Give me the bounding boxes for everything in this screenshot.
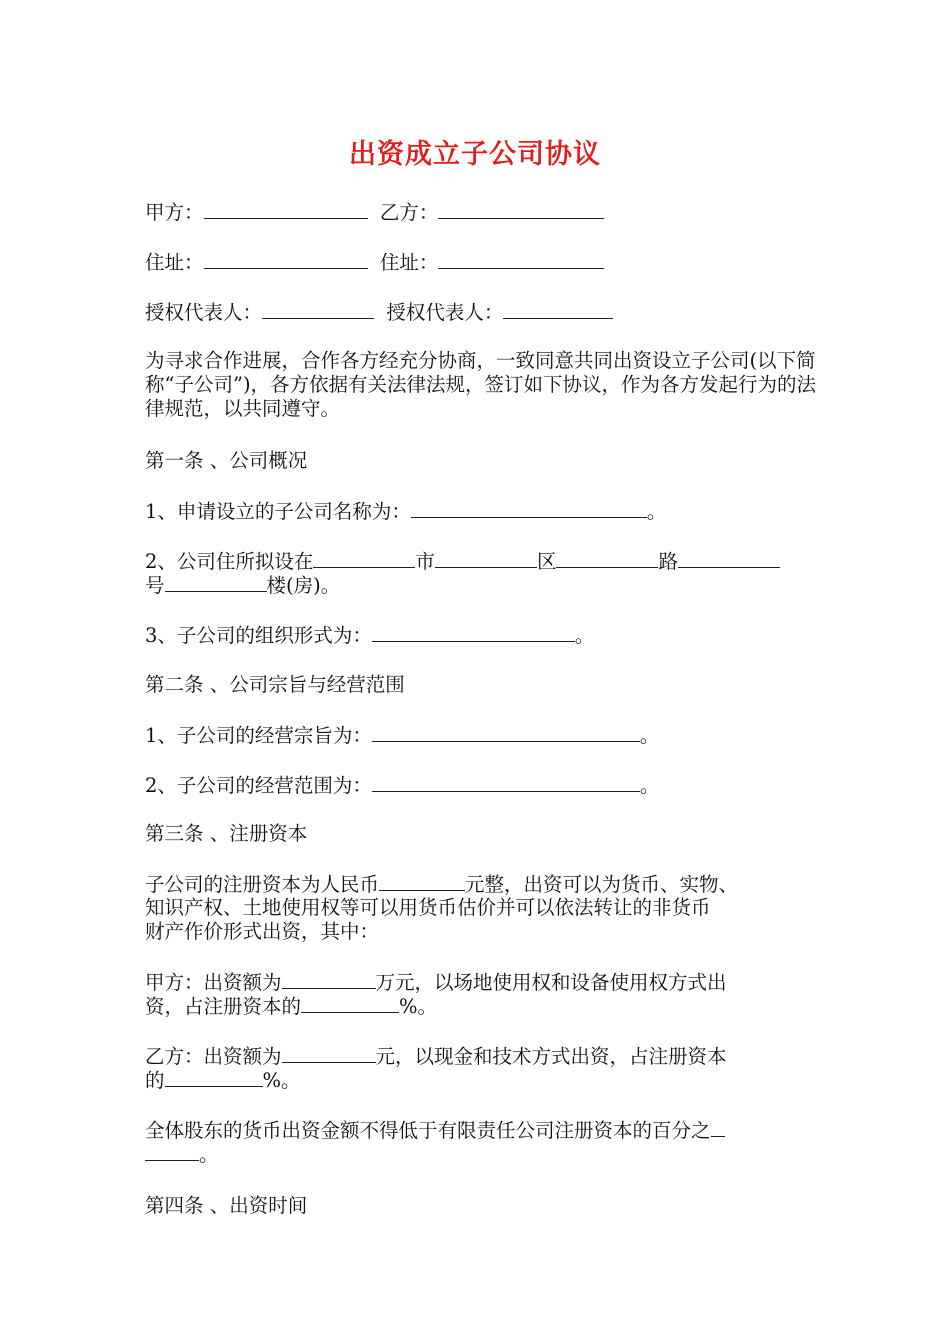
cash-ratio-text: 全体股东的货币出资金额不得低于有限责任公司注册资本的百分之 <box>145 1119 711 1142</box>
rep-b-label: 授权代表人： <box>386 301 504 324</box>
address-row <box>145 250 825 275</box>
cash-ratio-blank <box>145 1142 199 1161</box>
party-b-share-blank <box>165 1068 263 1087</box>
party-a-share-label: 资，占注册资本的 <box>145 995 302 1018</box>
purpose-blank <box>372 723 640 742</box>
party-a-contribution-text: 万元，以场地使用权和设备使用权方式出 <box>375 971 727 994</box>
representative-row <box>145 300 825 325</box>
article-1-item-3 <box>145 623 825 648</box>
rep-a-label: 授权代表人： <box>145 301 263 324</box>
address-a-blank <box>204 250 368 269</box>
capital-amount-blank <box>379 872 465 891</box>
article-2-heading: 第二条 、公司宗旨与经营范围 <box>145 673 405 696</box>
period: 。 <box>574 624 595 647</box>
article-1-item-1 <box>145 499 825 524</box>
district-label: 区 <box>536 550 557 573</box>
company-name-blank <box>411 499 647 518</box>
address-intro: 2、公司住所拟设在 <box>145 550 314 573</box>
party-b-contribution-line-1 <box>145 1044 825 1069</box>
article-3-heading: 第三条 、注册资本 <box>145 822 308 845</box>
period: 。 <box>199 1143 219 1166</box>
party-a-contribution-line-2 <box>145 994 825 1019</box>
road-label: 路 <box>658 550 678 573</box>
cash-ratio-blank-start <box>711 1118 725 1137</box>
party-a-contribution-label: 甲方：出资额为 <box>145 971 282 994</box>
floor-label: 楼(房)。 <box>266 574 341 597</box>
percent-sign: %。 <box>262 1069 301 1092</box>
party-a-label: 甲方： <box>145 201 204 224</box>
percent-sign: %。 <box>399 995 438 1018</box>
company-name-label: 1、申请设立的子公司名称为： <box>145 500 411 523</box>
scope-blank <box>372 773 640 792</box>
party-b-blank <box>438 200 604 219</box>
article-2-item-2 <box>145 773 825 798</box>
address-b-label: 住址： <box>379 251 439 274</box>
org-form-blank <box>372 623 575 642</box>
party-a-contribution-line-1 <box>145 970 825 995</box>
org-form-label: 3、子公司的组织形式为： <box>145 624 372 647</box>
period: 。 <box>639 724 660 747</box>
road-number-blank <box>678 549 780 568</box>
party-b-share-label: 的 <box>145 1069 165 1092</box>
party-b-amount-blank <box>282 1044 376 1063</box>
party-b-contribution-line-2 <box>145 1068 825 1093</box>
cash-ratio-line-1 <box>145 1118 825 1143</box>
article-1-item-2-line-2 <box>145 573 825 598</box>
intro-paragraph: 为寻求合作进展，合作各方经充分协商，一致同意共同出资设立子公司(以下简称“子公司”)，各方依据有关法律法规，签订如下协议，作为各方发起行为的法律规范，以共同遵守。 <box>145 349 817 420</box>
capital-line-2: 知识产权、土地使用权等可以用货币估价并可以依法转让的非货币 <box>145 896 711 919</box>
party-a-share-blank <box>301 994 399 1013</box>
address-b-blank <box>438 250 604 269</box>
scope-label: 2、子公司的经营范围为： <box>145 774 372 797</box>
article-1-heading: 第一条 、公司概况 <box>145 449 308 472</box>
party-a-amount-blank <box>282 970 376 989</box>
rep-b-blank <box>503 300 613 319</box>
address-a-label: 住址： <box>145 251 204 274</box>
capital-line-1 <box>145 872 825 897</box>
purpose-label: 1、子公司的经营宗旨为： <box>145 724 372 747</box>
cash-ratio-line-2 <box>145 1142 825 1167</box>
capital-label: 子公司的注册资本为人民币 <box>145 873 380 896</box>
period: 。 <box>646 500 667 523</box>
period: 。 <box>639 774 660 797</box>
article-2-item-1 <box>145 723 825 748</box>
city-label: 市 <box>415 550 435 573</box>
rep-a-blank <box>262 300 374 319</box>
floor-blank <box>165 573 267 592</box>
road-blank <box>556 549 658 568</box>
article-4-heading: 第四条 、出资时间 <box>145 1194 308 1217</box>
party-b-contribution-text: 元，以现金和技术方式出资，占注册资本 <box>375 1045 727 1068</box>
article-1-item-2-line-1 <box>145 549 825 574</box>
party-b-label: 乙方： <box>379 201 439 224</box>
district-blank <box>435 549 537 568</box>
party-b-contribution-label: 乙方：出资额为 <box>145 1045 282 1068</box>
party-row <box>145 200 825 225</box>
city-blank <box>313 549 415 568</box>
party-a-blank <box>204 200 368 219</box>
number-label: 号 <box>145 574 165 597</box>
capital-text: 元整，出资可以为货币、实物、 <box>465 873 739 896</box>
document-title: 出资成立子公司协议 <box>349 139 601 170</box>
capital-line-3: 财产作价形式出资，其中： <box>145 920 380 943</box>
